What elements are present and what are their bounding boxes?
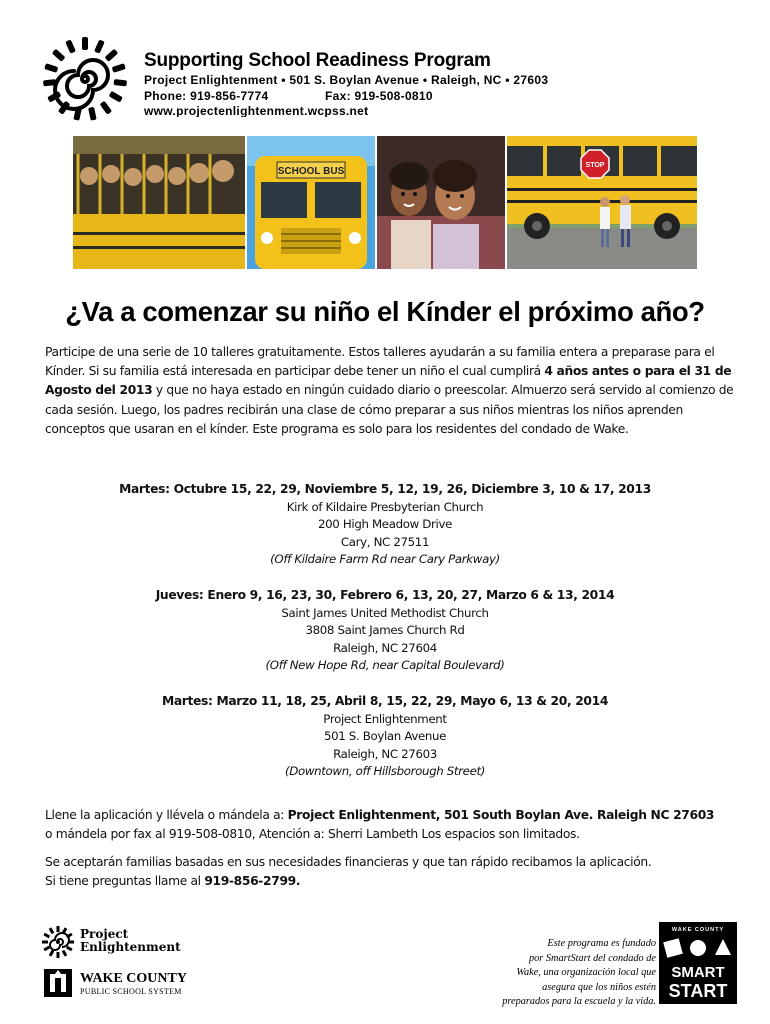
questions-text: Si tiene preguntas llame al (45, 874, 205, 889)
header-fax: Fax: 919-508-0810 (325, 89, 433, 103)
footer-pe-line1: Project (80, 927, 129, 941)
session-street: 501 S. Boylan Avenue (323, 729, 447, 744)
apply-line-1 (45, 806, 735, 825)
funding-line: Este programa es fundado (547, 938, 656, 949)
session-city: Raleigh, NC 27603 (333, 746, 437, 761)
funding-line: por SmartStart del condado de (529, 952, 656, 964)
program-title: Supporting School Readiness Program (144, 50, 491, 71)
intro-text-part1: Participe de una serie de 10 talleres gratuitamente. Estos talleres ayudarán a su familia entera a preparase para el Kínder. Si su familia está interesada en participar debe tener un niño el cual cumplirá (45, 345, 715, 379)
session-venue: Project Enlightenment (323, 712, 447, 726)
intro-text-part2: y que no haya estado en ningún cuidado diario o preescolar. Almuerzo será servido al comienzo de cada sesión. Luego, los padres recibirán una clase de cómo preparar a sus niños mientras los niños aprenden conceptos que usaran en el kínder. Este programa es solo para los residentes del condado de Wake. (45, 383, 734, 436)
photo-strip (73, 136, 697, 269)
session-city: Cary, NC 27511 (340, 534, 430, 549)
smartstart-top-text: WAKE COUNTY (671, 927, 725, 933)
spiral-icon (55, 60, 108, 109)
questions-phone: 919-856-2799. (204, 874, 301, 889)
session-dates: Martes: Octubre 15, 22, 29, Noviembre 5, 12, 19, 26, Diciembre 3, 10 & 17, 2013 (119, 482, 651, 496)
session-venue: Kirk of Kildaire Presbyterian Church (286, 500, 484, 514)
wake-county-smartstart-logo (659, 922, 737, 1004)
session-block-1 (0, 480, 770, 568)
smartstart-line2: START (668, 981, 728, 1001)
public-school-system-text: PUBLIC SCHOOL SYSTEM (80, 987, 182, 996)
header-phone: Phone: 919-856-7774 (144, 89, 269, 103)
project-enlightenment-sun-logo (42, 36, 128, 122)
header-address: Project Enlightenment • 501 S. Boylan Avenue • Raleigh, NC • 27603 (144, 73, 549, 87)
funding-line: asegura que los niños estén (542, 981, 656, 993)
footer-pe-logo-text (80, 928, 181, 954)
smartstart-line1: SMART (671, 964, 725, 981)
session-dates: Jueves: Enero 9, 16, 23, 30, Febrero 6, 13, 20, 27, Marzo 6 & 13, 2014 (155, 588, 615, 602)
apply-address: Project Enlightenment, 501 South Boylan Ave. Raleigh NC 27603 (287, 808, 715, 822)
application-instructions (45, 806, 735, 844)
bus-sign-text: SCHOOL BUS (277, 166, 345, 177)
photo-school-bus-front (247, 136, 375, 269)
stop-sign-text: STOP (585, 162, 605, 169)
apply-text: Llene la aplicación y llévela o mándela a: (45, 808, 288, 822)
photo-two-children (377, 136, 505, 269)
acceptance-paragraph (45, 853, 735, 891)
session-dates: Martes: Marzo 11, 18, 25, Abril 8, 15, 22, 29, Mayo 6, 13 & 20, 2014 (161, 694, 609, 708)
wake-county-text: WAKE COUNTY (80, 971, 187, 986)
session-block-2 (0, 586, 770, 674)
footer-pe-line2: Enlightenment (80, 940, 181, 954)
session-street: 200 High Meadow Drive (318, 517, 452, 532)
sun-rays (43, 37, 127, 121)
apply-fax-line: o mándela por fax al 919-508-0810, Atención a: Sherri Lambeth Los espacios son limitados. (45, 827, 580, 842)
funding-statement (470, 937, 656, 1010)
intro-paragraph (45, 343, 735, 439)
session-venue: Saint James United Methodist Church (281, 606, 489, 620)
session-city: Raleigh, NC 27604 (333, 640, 437, 655)
funding-line: Wake, una organización local que (516, 967, 656, 978)
acceptance-text: Se aceptarán familias basadas en sus necesidades financieras y que tan rápido recibamos la aplicación. (45, 855, 652, 869)
session-street: 3808 Saint James Church Rd (305, 623, 465, 638)
main-headline: ¿Va a comenzar su niño el Kínder el próximo año? (65, 296, 705, 327)
session-directions: (Downtown, off Hillsborough Street) (284, 763, 486, 778)
questions-line (45, 872, 735, 891)
session-directions: (Off New Hope Rd, near Capital Boulevard) (265, 657, 505, 672)
header-website[interactable]: www.projectenlightenment.wcpss.net (144, 104, 369, 117)
intro-age-requirement: 4 años antes o para el 31 de Agosto del 2013 (45, 364, 732, 398)
session-block-3 (0, 692, 770, 780)
funding-line: preparados para la escuela y la vida. (502, 996, 656, 1007)
photo-bus-windows (73, 136, 245, 269)
photo-bus-stop-sign (507, 136, 697, 269)
session-directions: (Off Kildaire Farm Rd near Cary Parkway) (270, 551, 500, 566)
